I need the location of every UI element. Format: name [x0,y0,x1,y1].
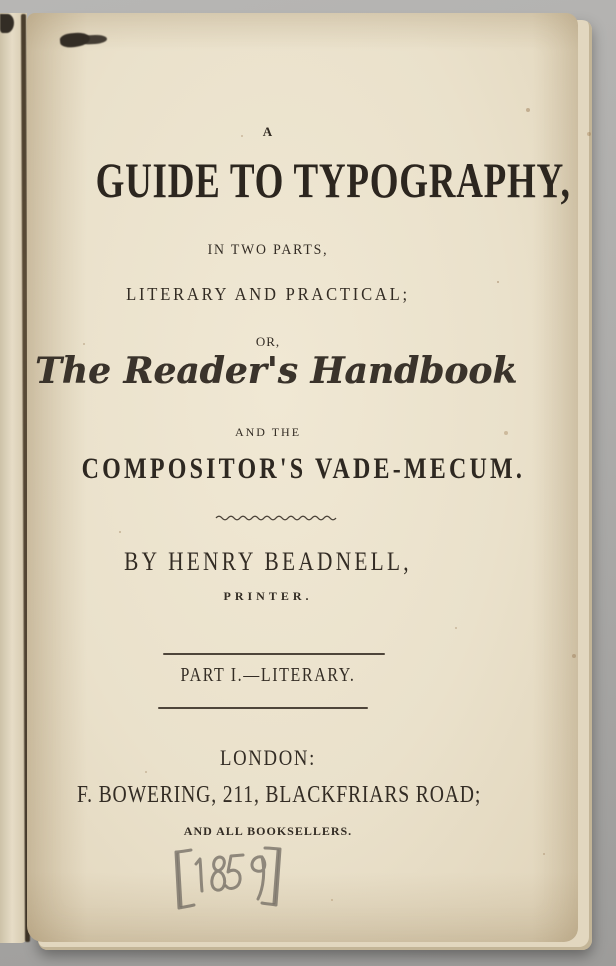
title-page [27,13,578,942]
imprint-city: LONDON: [219,745,317,770]
wavy-rule-divider [215,514,341,522]
subtitle-literary-practical: LITERARY AND PRACTICAL; [126,284,410,304]
author-line: BY HENRY BEADNELL, [124,547,412,576]
and-the-text: AND THE [234,425,302,439]
imprint-booksellers: AND ALL BOOKSELLERS. [183,824,353,838]
alternate-title-vade-mecum: COMPOSITOR'S VADE-MECUM. [81,452,526,485]
half-title-letter: A [262,124,274,139]
title-page-text [35,13,571,942]
subtitle-in-two-parts: IN TWO PARTS, [207,242,329,258]
part-rule-bottom [158,707,368,709]
alternate-title-blackletter: The Reader's Handbook [35,350,518,392]
part-heading: PART I.—LITERARY. [180,664,356,686]
part-rule-top [163,653,385,655]
or-word: OR, [255,334,281,349]
imprint-publisher: F. BOWERING, 211, BLACKFRIARS ROAD; [76,782,482,808]
book-title: GUIDE TO TYPOGRAPHY, [95,152,571,208]
foxing-specks [27,13,29,15]
author-role: PRINTER. [223,589,313,603]
pencil-date-annotation [168,842,288,918]
